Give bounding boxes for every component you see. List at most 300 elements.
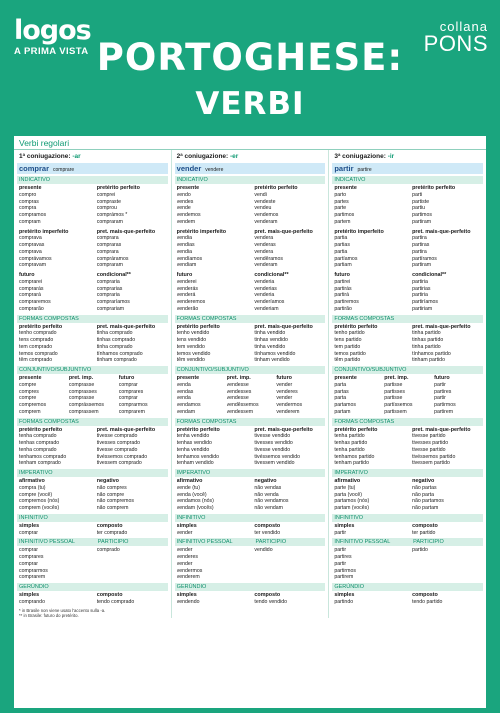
verb-form: vendia (176, 248, 192, 255)
section-title: Verbi regolari (14, 136, 486, 150)
logo-word: logos (14, 15, 91, 46)
tense-header: pret. mais-que-perfeito (96, 426, 156, 433)
verb-form: não compremos (96, 498, 134, 505)
verb-form: tendo vendido (254, 598, 288, 605)
verb-form: ter partido (412, 529, 436, 536)
tense-header: composto (412, 592, 438, 598)
verb-form: partiam (334, 262, 352, 269)
verb-form: compraras (96, 242, 122, 248)
tense-header: futuro (19, 272, 35, 278)
verb-form: tinha vendido (254, 330, 286, 337)
conjugation-block (17, 185, 168, 226)
verb-form: tenho comprado (19, 330, 57, 337)
tense-header: condicional** (96, 272, 131, 278)
verb-form: venderíamos (254, 299, 285, 305)
verb-form: partiríamos (412, 299, 439, 305)
verb-form: compraste (96, 198, 121, 205)
section-band: FORMAS COMPOSTAS (17, 315, 168, 323)
tense-header: futuro (176, 272, 193, 278)
tense-header: presente (176, 185, 200, 191)
verb-form: partiriam (412, 305, 433, 312)
verb-form: têm vendido (176, 357, 205, 364)
conjugation-block (17, 324, 168, 365)
verb-form: vendeste (254, 198, 276, 205)
verb-form: comprar (19, 547, 39, 554)
conjugation-block (175, 523, 326, 537)
verb-form: comprassem (68, 408, 99, 415)
verb-form: venderá (176, 292, 196, 299)
verb-form: partirem (434, 408, 454, 415)
verb-form: vendêramos (254, 255, 283, 262)
tense-header: pret. imp. (226, 375, 251, 381)
tense-header: afirmativo (334, 478, 361, 484)
verb-form: venderem (276, 408, 300, 415)
verb-form: partir (434, 381, 446, 388)
conjugation-block (17, 272, 168, 313)
conjugation-block (175, 324, 326, 365)
tense-header: pret. mais-que-perfeito (412, 228, 471, 235)
tense-header: simples (334, 592, 355, 598)
verb-form: compremos (nós) (19, 498, 60, 505)
verb-form: tem comprado (19, 343, 53, 350)
section-band: INDICATIVO (175, 176, 326, 184)
conjugation-ending: -ar (72, 153, 81, 160)
verb-form: vendido (254, 547, 273, 554)
tense-header: pretérito perfeito (19, 426, 63, 433)
verb-form: partisses (384, 388, 405, 395)
verb-form: não vendam (254, 505, 283, 511)
verb-form: compráramos (96, 255, 129, 262)
verb-form: vender (276, 381, 293, 388)
conjugation-block (17, 427, 168, 468)
conjugation-block (332, 375, 483, 416)
verb-form: temos comprado (19, 350, 58, 357)
verb-form: vender (176, 560, 193, 567)
verb-form: vendessem (226, 408, 254, 415)
verb-form: comprar (19, 560, 39, 567)
verb-form: não partamos (412, 498, 444, 505)
verb-form: temos vendido (176, 350, 211, 357)
verb-form: comprando (19, 598, 45, 605)
tense-header: presente (334, 375, 357, 381)
verb-form: vendermos (176, 567, 203, 574)
verb-form: partirem (334, 574, 354, 581)
tense-header: futuro (276, 375, 292, 381)
tense-header: futuro (334, 272, 350, 278)
verb-form: tivesses vendido (254, 440, 293, 446)
verb-form: venda (176, 381, 191, 388)
verb-form: partires (434, 388, 452, 395)
verb-form: compravam (19, 262, 47, 269)
tense-header: pretérito perfeito (176, 426, 220, 433)
tense-header: simples (334, 522, 355, 529)
verb-form: compro (19, 191, 37, 198)
verb-form: tivesse comprado (96, 446, 138, 453)
verb-translation: vendere (205, 167, 224, 173)
verb-form: vendesse (226, 381, 249, 388)
verb-form: vendera (254, 248, 274, 255)
verb-form: vendamos (nós) (176, 498, 214, 505)
conjugation-block (332, 185, 483, 226)
verb-form: tinham comprado (96, 357, 137, 364)
verb-form: não vendamos (254, 498, 289, 505)
verb-form: partira (412, 235, 427, 242)
verb-form: parta (você) (334, 491, 363, 498)
verb-form: parta (334, 381, 347, 388)
conjugation-block (17, 229, 168, 270)
verb-form: vendia (176, 235, 192, 242)
conjugation-block (175, 229, 326, 270)
verb-form: comprarmos (19, 567, 48, 574)
verb-form: tivesse partido (412, 433, 446, 440)
verb-form: partiremos (334, 299, 359, 305)
verb-form: tenha partido (334, 433, 365, 440)
conjugation-columns (14, 150, 486, 618)
tense-header: negativo (96, 478, 119, 484)
verb-form: tivéssemos vendido (254, 453, 300, 460)
verb-form: partam (334, 408, 351, 415)
verb-form: comprara (96, 248, 119, 255)
verb-form: venderei (176, 278, 197, 285)
tense-header: pretérito perfeito (254, 185, 298, 191)
verb-form: vendemos (176, 212, 201, 218)
tense-header: pret. mais-que-perfeito (254, 323, 313, 330)
verb-form: vendêssemos (226, 402, 259, 408)
verb-form: partias (334, 242, 350, 248)
verb-form: partíssemos (384, 402, 413, 408)
band-label: INFINITIVO PESSOAL (19, 539, 75, 546)
verb-form: não compre (96, 491, 125, 498)
section-band: INDICATIVO (332, 176, 483, 184)
verb-form: tenha vendido (176, 446, 210, 453)
verb-form: compravas (19, 242, 45, 248)
tense-header: afirmativo (176, 478, 203, 484)
tense-header: futuro (118, 375, 135, 381)
verb-form: compraram (96, 262, 123, 269)
verb-form (412, 554, 481, 561)
conjugation-block (332, 523, 483, 537)
conjugation-column (14, 150, 172, 618)
verb-form: tínhamos partido (412, 350, 451, 357)
verb-form: ter comprado (96, 529, 128, 536)
verb-form: tivesses partido (412, 440, 449, 446)
verb-form: tinhas comprado (96, 337, 136, 343)
verb-form: vendas (176, 388, 194, 395)
verb-form: compras (19, 198, 39, 205)
verb-form (97, 568, 166, 575)
conjugation-block (175, 272, 326, 313)
band-label: PARTICIPIO (97, 539, 129, 546)
verb-form: comprar (118, 395, 138, 402)
verb-form: partia (334, 248, 348, 255)
verb-form: partisse (384, 395, 403, 402)
tense-header: simples (19, 522, 40, 529)
verb-form: venderemos (176, 299, 206, 305)
conjugation-label (332, 150, 483, 163)
pons-wordmark: PONS (423, 31, 488, 56)
verb-form: partíramos (412, 255, 437, 262)
section-band: CONJUNTIVO/SUBJUNTIVO (332, 366, 483, 374)
verb-form: vendermos (276, 402, 303, 408)
verb-form: tivessem vendido (254, 460, 295, 467)
tense-header: negativo (412, 478, 435, 484)
verb-form: partamos (334, 402, 356, 408)
verb-form: tenho partido (334, 330, 365, 337)
verb-form: comprássemos (68, 402, 105, 408)
verb-form: vende (tu) (176, 484, 201, 491)
verb-form: partira (412, 248, 427, 255)
verb-form: partir (334, 560, 347, 567)
verb-form: venderia (254, 292, 275, 299)
pons-logo (424, 20, 488, 55)
verb-form (97, 561, 166, 568)
verb-form: partirão (334, 305, 352, 312)
verb-form: vendem (176, 218, 196, 225)
verb-form: comprarem (19, 574, 46, 581)
verb-form: vendemos (254, 212, 279, 218)
verb-form: venda (176, 395, 191, 402)
verb-form: comprem (19, 408, 41, 415)
verb-form: tenhamos vendido (176, 453, 220, 460)
verb-form: tens vendido (176, 337, 207, 343)
verb-form: comprava (19, 248, 42, 255)
conjugation-block (17, 523, 168, 537)
tense-header: presente (19, 185, 42, 191)
conjugation-ending: -er (230, 153, 239, 160)
verb-form: compremos (19, 402, 47, 408)
section-band: GERÚNDIO (175, 583, 326, 591)
section-band: IMPERATIVO (17, 469, 168, 477)
verb-form: compres (19, 388, 39, 395)
verb-form: tinham partido (412, 357, 445, 364)
verb-form: tem partido (334, 343, 361, 350)
section-band: IMPERATIVO (332, 469, 483, 477)
verb-form: compra (19, 205, 37, 212)
verb-form (254, 554, 323, 561)
verb-form: partir (334, 547, 347, 554)
tense-header: pret. mais-que-perfeito (254, 228, 313, 235)
conjugation-label (175, 150, 326, 163)
verb-form: tinha comprado (96, 343, 133, 350)
verb-form: comprariam (96, 305, 125, 312)
verb-form: compre (19, 381, 37, 388)
verb-form: partirás (334, 285, 352, 292)
verb-form: tenhas partido (334, 440, 368, 446)
verb-form: tivesse comprado (96, 433, 138, 440)
verb-form: comprará (19, 292, 41, 299)
verb-form: têm partido (334, 357, 361, 364)
verb-form (97, 554, 166, 561)
verb-form: tínhamos comprado (96, 350, 143, 357)
verb-name: comprar (19, 164, 50, 173)
verb-form: vendeu (254, 205, 272, 212)
footnote: * in Brasile non viene usato l'accento sulla -a. (19, 607, 106, 613)
tense-header: pret. imp. (68, 375, 94, 381)
conjugation-number: 3ª coniugazione: (334, 153, 386, 160)
tense-header: composto (254, 522, 281, 529)
conjugation-block (17, 478, 168, 512)
verb-form (97, 574, 166, 581)
verb-form: tendo partido (412, 598, 443, 605)
section-band (332, 538, 483, 546)
conjugation-column (172, 150, 330, 618)
tense-header: pret. imp. (384, 375, 409, 381)
section-band: INDICATIVO (17, 176, 168, 184)
verb-form: partiste (412, 198, 430, 205)
verb-form: partiu (412, 205, 426, 212)
verb-form: comprámos * (96, 212, 128, 218)
verb-form: tenho vendido (176, 330, 210, 337)
verb-header (17, 163, 168, 174)
tense-header: presente (176, 375, 200, 381)
verb-form: comprasse (68, 381, 95, 388)
section-band: CONJUNTIVO/SUBJUNTIVO (175, 366, 326, 374)
section-band: FORMAS COMPOSTAS (332, 418, 483, 426)
verb-form: vendam (vocês) (176, 505, 214, 511)
verb-form: não compres (96, 484, 127, 491)
verb-form: vender (176, 529, 193, 536)
verb-form: compraremos (19, 299, 51, 305)
verb-form: partirei (334, 278, 351, 285)
verb-form: temos partido (334, 350, 366, 357)
verb-form: partiria (412, 292, 428, 299)
tense-header: pret. mais-que-perfeito (96, 228, 156, 235)
verb-form: vendi (254, 191, 267, 198)
verb-form: compra (tu) (19, 484, 46, 491)
verb-form: partirmos (434, 402, 456, 408)
verb-form: parte (tu) (334, 484, 356, 491)
verb-form: parte (334, 205, 347, 212)
verb-form: partem (334, 218, 351, 225)
verb-form: tivesse vendido (254, 433, 291, 440)
band-label: INFINITIVO PESSOAL (176, 539, 233, 546)
verb-form: tenhamos partido (334, 453, 375, 460)
verb-form: partisse (384, 381, 403, 388)
page-subtitle: VERBI (195, 86, 305, 122)
tense-header: composto (96, 592, 123, 598)
verb-form: não comprem (96, 505, 129, 511)
tense-header: pretérito perfeito (334, 426, 378, 433)
verb-form: vendesse (226, 395, 249, 402)
tense-header: simples (176, 592, 197, 598)
tense-header: pret. mais-que-perfeito (412, 323, 471, 330)
verb-form: compram (19, 218, 41, 225)
verb-form: compre (você) (19, 491, 53, 498)
verb-form: tendo comprado (96, 598, 135, 605)
verb-form: comprem (vocês) (19, 505, 60, 511)
tense-header: pretérito perfeito (19, 323, 63, 330)
tense-header: composto (96, 522, 123, 529)
verb-form: tenha partido (334, 446, 365, 453)
conjugation-block (175, 375, 326, 416)
tense-header: composto (254, 592, 281, 598)
verb-form: partimos (412, 212, 432, 218)
verb-form: tinhas partido (412, 337, 444, 343)
verb-form: venderás (176, 285, 199, 292)
tense-header: condicional** (412, 272, 447, 278)
band-label: INFINITIVO PESSOAL (334, 539, 391, 546)
verb-form: não vendas (254, 484, 282, 491)
verb-form: partiram (412, 262, 432, 269)
verb-form: tivesses comprado (96, 440, 140, 446)
verb-form: compramos (19, 212, 47, 218)
section-band: GERÚNDIO (17, 583, 168, 591)
verb-form: tens partido (334, 337, 362, 343)
section-band: GERÚNDIO (332, 583, 483, 591)
verb-form: tens comprado (19, 337, 54, 343)
header (0, 0, 500, 132)
verb-form: partas (334, 388, 349, 395)
verb-form: vendera (254, 235, 274, 242)
verb-form: parta (334, 395, 347, 402)
section-band: FORMAS COMPOSTAS (175, 418, 326, 426)
verb-form: vendes (176, 198, 194, 205)
conjugation-label (17, 150, 168, 163)
verb-form: comprei (96, 191, 116, 198)
verb-form: partir (434, 395, 446, 402)
verb-form: comprávamos (19, 255, 52, 262)
logo-subtitle: A PRIMA VISTA (14, 46, 89, 57)
verb-form: comprarás (19, 285, 44, 292)
verb-form: comprarei (19, 278, 43, 285)
verb-form: parto (334, 191, 347, 198)
verb-form: partirias (412, 285, 431, 292)
verb-form: tenhas comprado (19, 440, 60, 446)
verb-form: comprava (19, 235, 42, 242)
verb-form: partamos (nós) (334, 498, 370, 505)
verb-form: tenham comprado (19, 460, 61, 467)
tense-header: negativo (254, 478, 277, 484)
verb-form: comprasse (68, 395, 95, 402)
conjugation-block (332, 478, 483, 512)
verb-form: venderam (254, 218, 278, 225)
verb-form: comprou (96, 205, 117, 212)
conjugation-block (175, 427, 326, 468)
verb-form: compraríamos (96, 299, 130, 305)
verb-form: tenha comprado (19, 446, 57, 453)
verb-form (254, 568, 323, 575)
tense-header: condicional** (254, 272, 289, 278)
verb-form: tenham partido (334, 460, 369, 467)
verb-form: não venda (254, 491, 279, 498)
verb-form: venderes (176, 554, 199, 560)
conjugation-block (175, 478, 326, 512)
verb-form (412, 561, 481, 568)
verb-form: vendiam (176, 262, 197, 269)
verb-form: tivesse vendido (254, 446, 291, 453)
verb-form: tenha vendido (176, 433, 210, 440)
verb-form: parti (412, 191, 423, 198)
conjugation-block (17, 375, 168, 416)
tense-header: pretérito perfeito (334, 323, 378, 330)
verb-form (254, 574, 323, 581)
verb-form: tinha comprado (96, 330, 133, 337)
verb-form: comprarmos (118, 402, 148, 408)
verb-form: venderas (254, 242, 276, 248)
verb-form: tivesse partido (412, 446, 446, 453)
section-band: FORMAS COMPOSTAS (17, 418, 168, 426)
verb-form: partirmos (334, 567, 356, 574)
conjugation-ending: -ir (387, 153, 395, 160)
tense-header: pret. mais-que-perfeito (96, 323, 156, 330)
verb-form: tínhamos vendido (254, 350, 296, 357)
verb-form: partido (412, 547, 428, 554)
verb-form: tinham vendido (254, 357, 290, 364)
verb-form: tivéssemos comprado (96, 453, 148, 460)
verb-form: partires (334, 554, 352, 560)
verb-form: venderem (176, 574, 200, 581)
verb-form: comprares (19, 554, 44, 560)
